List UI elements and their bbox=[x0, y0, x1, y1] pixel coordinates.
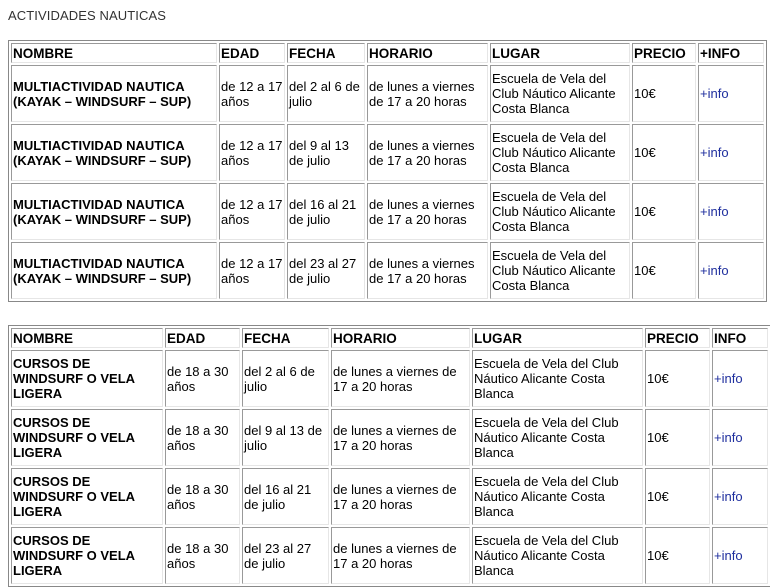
location: Escuela de Vela del Club Náutico Alicante Costa Blanca bbox=[490, 65, 630, 122]
header-horario: HORARIO bbox=[331, 328, 470, 348]
date-range: del 23 al 27 de julio bbox=[242, 527, 329, 584]
activity-name: MULTIACTIVIDAD NAUTICA (KAYAK – WINDSURF – SUP) bbox=[11, 242, 217, 299]
page-title: ACTIVIDADES NAUTICAS bbox=[8, 8, 167, 23]
date-range: del 2 al 6 de julio bbox=[242, 350, 329, 407]
schedule: de lunes a viernes de 17 a 20 horas bbox=[367, 124, 488, 181]
table-header-row bbox=[11, 43, 764, 63]
age-range: de 18 a 30 años bbox=[165, 527, 240, 584]
age-range: de 12 a 17 años bbox=[219, 124, 285, 181]
location: Escuela de Vela del Club Náutico Alicante Costa Blanca bbox=[472, 409, 643, 466]
info-cell bbox=[698, 65, 764, 122]
table-row bbox=[11, 65, 764, 122]
header-nombre: NOMBRE bbox=[11, 43, 217, 63]
table-row bbox=[11, 183, 764, 240]
price: 10€ bbox=[632, 183, 696, 240]
location: Escuela de Vela del Club Náutico Alicante Costa Blanca bbox=[490, 183, 630, 240]
info-cell bbox=[712, 350, 768, 407]
schedule: de lunes a viernes de 17 a 20 horas bbox=[367, 65, 488, 122]
header-info: INFO bbox=[712, 328, 768, 348]
info-link[interactable]: +info bbox=[714, 371, 743, 386]
location: Escuela de Vela del Club Náutico Alicante Costa Blanca bbox=[490, 124, 630, 181]
course-name: CURSOS DE WINDSURF O VELA LIGERA bbox=[11, 468, 163, 525]
info-cell bbox=[712, 409, 768, 466]
table-row bbox=[11, 527, 768, 584]
info-cell bbox=[698, 124, 764, 181]
table-row bbox=[11, 242, 764, 299]
schedule: de lunes a viernes de 17 a 20 horas bbox=[367, 183, 488, 240]
header-horario: HORARIO bbox=[367, 43, 488, 63]
info-link[interactable]: +info bbox=[700, 86, 729, 101]
age-range: de 18 a 30 años bbox=[165, 409, 240, 466]
price: 10€ bbox=[645, 409, 710, 466]
table-row bbox=[11, 350, 768, 407]
date-range: del 23 al 27 de julio bbox=[287, 242, 365, 299]
date-range: del 9 al 13 de julio bbox=[287, 124, 365, 181]
info-cell bbox=[698, 183, 764, 240]
table-header-row bbox=[11, 328, 768, 348]
info-cell bbox=[712, 468, 768, 525]
header-precio: PRECIO bbox=[645, 328, 710, 348]
activity-name: MULTIACTIVIDAD NAUTICA (KAYAK – WINDSURF – SUP) bbox=[11, 183, 217, 240]
header-info: +INFO bbox=[698, 43, 764, 63]
info-link[interactable]: +info bbox=[714, 548, 743, 563]
schedule: de lunes a viernes de 17 a 20 horas bbox=[331, 468, 470, 525]
price: 10€ bbox=[632, 242, 696, 299]
header-edad: EDAD bbox=[165, 328, 240, 348]
info-link[interactable]: +info bbox=[700, 263, 729, 278]
info-link[interactable]: +info bbox=[714, 489, 743, 504]
price: 10€ bbox=[632, 65, 696, 122]
schedule: de lunes a viernes de 17 a 20 horas bbox=[331, 409, 470, 466]
date-range: del 9 al 13 de julio bbox=[242, 409, 329, 466]
table-row bbox=[11, 409, 768, 466]
info-link[interactable]: +info bbox=[700, 145, 729, 160]
price: 10€ bbox=[645, 350, 710, 407]
activity-name: MULTIACTIVIDAD NAUTICA (KAYAK – WINDSURF – SUP) bbox=[11, 124, 217, 181]
location: Escuela de Vela del Club Náutico Alicante Costa Blanca bbox=[472, 468, 643, 525]
info-cell bbox=[698, 242, 764, 299]
header-lugar: LUGAR bbox=[472, 328, 643, 348]
price: 10€ bbox=[645, 527, 710, 584]
activity-name: MULTIACTIVIDAD NAUTICA (KAYAK – WINDSURF – SUP) bbox=[11, 65, 217, 122]
age-range: de 18 a 30 años bbox=[165, 468, 240, 525]
schedule: de lunes a viernes de 17 a 20 horas bbox=[331, 527, 470, 584]
schedule: de lunes a viernes de 17 a 20 horas bbox=[331, 350, 470, 407]
course-name: CURSOS DE WINDSURF O VELA LIGERA bbox=[11, 409, 163, 466]
age-range: de 12 a 17 años bbox=[219, 242, 285, 299]
location: Escuela de Vela del Club Náutico Alicante Costa Blanca bbox=[472, 527, 643, 584]
date-range: del 16 al 21 de julio bbox=[287, 183, 365, 240]
price: 10€ bbox=[632, 124, 696, 181]
course-name: CURSOS DE WINDSURF O VELA LIGERA bbox=[11, 350, 163, 407]
age-range: de 18 a 30 años bbox=[165, 350, 240, 407]
cursos-table bbox=[8, 325, 770, 587]
header-fecha: FECHA bbox=[242, 328, 329, 348]
header-edad: EDAD bbox=[219, 43, 285, 63]
table-row bbox=[11, 468, 768, 525]
date-range: del 2 al 6 de julio bbox=[287, 65, 365, 122]
price: 10€ bbox=[645, 468, 710, 525]
schedule: de lunes a viernes de 17 a 20 horas bbox=[367, 242, 488, 299]
header-fecha: FECHA bbox=[287, 43, 365, 63]
course-name: CURSOS DE WINDSURF O VELA LIGERA bbox=[11, 527, 163, 584]
multiactividad-table bbox=[8, 40, 767, 302]
age-range: de 12 a 17 años bbox=[219, 183, 285, 240]
location: Escuela de Vela del Club Náutico Alicante Costa Blanca bbox=[472, 350, 643, 407]
info-cell bbox=[712, 527, 768, 584]
info-link[interactable]: +info bbox=[700, 204, 729, 219]
location: Escuela de Vela del Club Náutico Alicante Costa Blanca bbox=[490, 242, 630, 299]
header-nombre: NOMBRE bbox=[11, 328, 163, 348]
info-link[interactable]: +info bbox=[714, 430, 743, 445]
date-range: del 16 al 21 de julio bbox=[242, 468, 329, 525]
age-range: de 12 a 17 años bbox=[219, 65, 285, 122]
header-lugar: LUGAR bbox=[490, 43, 630, 63]
table-row bbox=[11, 124, 764, 181]
header-precio: PRECIO bbox=[632, 43, 696, 63]
